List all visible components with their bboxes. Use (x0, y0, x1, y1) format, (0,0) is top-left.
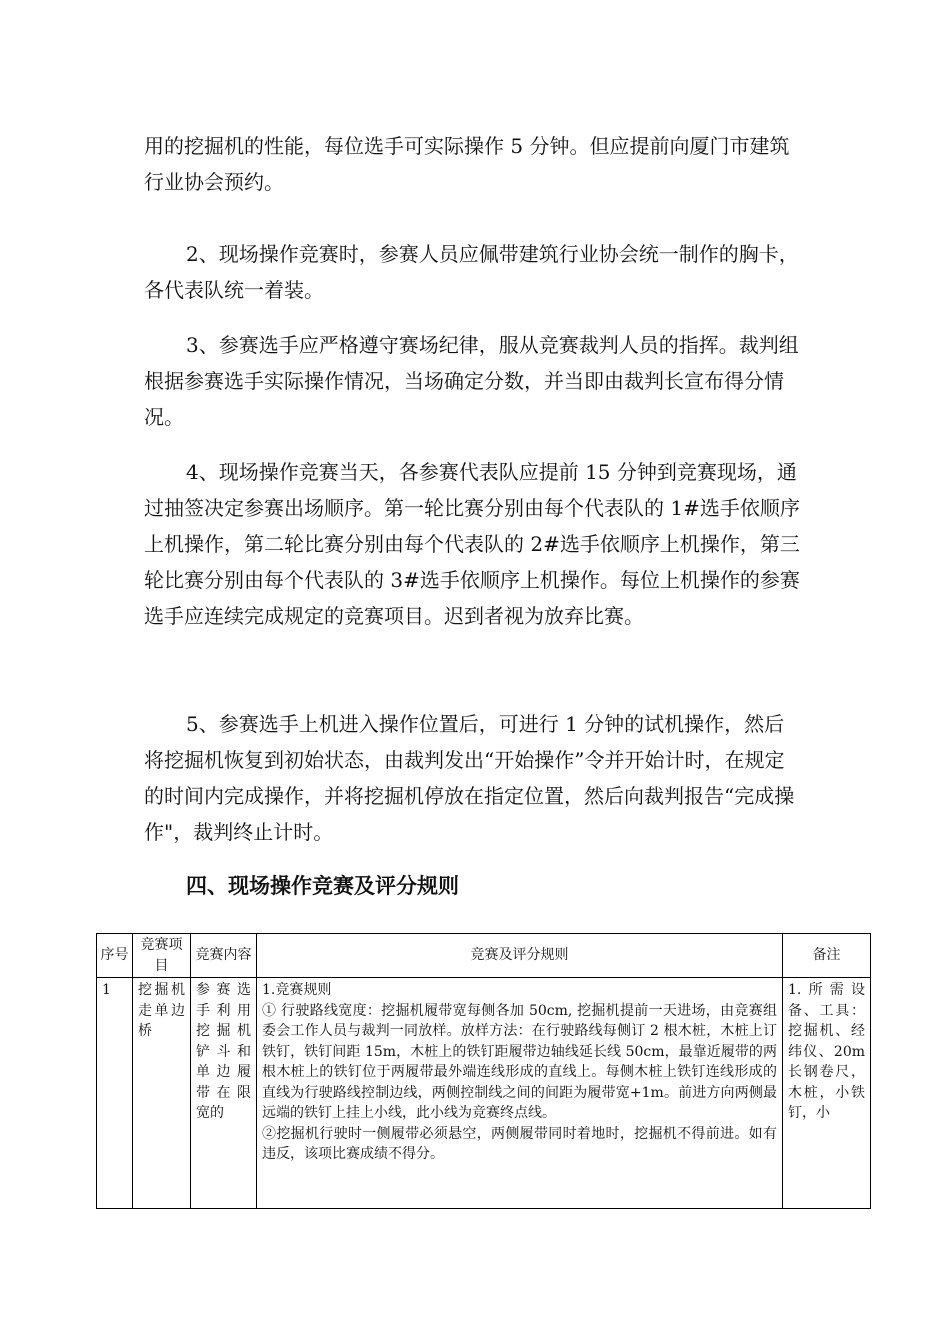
cell-content-text: 参赛选手利用挖掘机铲斗和单边履带在限宽的 (196, 982, 251, 1121)
rules-clause-2: ②挖掘机行驶时一侧履带必须悬空，两侧履带同时着地时，挖掘机不得前进。如有违反，该项比赛成绩不得分。 (262, 1125, 777, 1162)
paragraph-item-5: 5、参赛选手上机进入操作位置后，可进行 1 分钟的试机操作，然后将挖掘机恢复到初始状态，由裁判发出“开始操作”令并开始计时，在规定的时间内完成操作，并将挖掘机停放在指定位置，然后向裁判报告“完成操作"，裁判终止计时。 (144, 712, 795, 844)
cell-notes-text: 1.所需设备、工具：挖掘机、经纬仪、20m 长钢卷尺，木桩，小铁钉，小 (788, 982, 865, 1121)
table-header-row (97, 934, 871, 978)
cell-rules (257, 978, 783, 1209)
cell-no (97, 978, 133, 1209)
cell-no-text: 1 (102, 982, 111, 998)
cell-item (133, 978, 191, 1209)
cell-item-text: 挖掘机走单边桥 (138, 982, 185, 1039)
paragraph-item-3: 3、参赛选手应严格遵守赛场纪律，服从竞赛裁判人员的指挥。裁判组根据参赛选手实际操作情况，当场确定分数，并当即由裁判长宣布得分情况。 (144, 333, 799, 429)
rules-title: 1.竞赛规则 (262, 982, 332, 998)
paragraph-item-4: 4、现场操作竞赛当天，各参赛代表队应提前 15 分钟到竞赛现场，通过抽签决定参赛出场顺序。第一轮比赛分别由每个代表队的 1#选手依顺序上机操作，第二轮比赛分别由每个代表队的 2#选手依顺序上机操作，第三轮比赛分别由每个代表队的 3#选手依顺序上机操作。每位上机操作的参赛选手应连续完成规定的竞赛项目。迟到者视为放弃比赛。 (144, 460, 800, 628)
rules-clause-1: ① 行驶路线宽度：挖掘机履带宽每侧各加 50cm, 挖掘机提前一天进场，由竞赛组委会工作人员与裁判一同放样。放样方法：在行驶路线每侧订 2 根木桩，木桩上订铁钉，铁钉间距 15m，木桩上的铁钉距履带边轴线延长线 50cm，最靠近履带的两根木桩上的铁钉位于两履带最外端连线形成的直线上。每侧木桩上铁钉连线形成的直线为行驶路线控制边线，两侧控制线之间的间距为履带宽+1m。前进方向两侧最远端的铁钉上挂上小线，此小线为竞赛终点线。 (262, 1002, 777, 1121)
cell-content (191, 978, 257, 1209)
header-notes: 备注 (783, 934, 871, 978)
table-row (97, 978, 871, 1209)
cell-notes (783, 978, 871, 1209)
header-item: 竞赛项目 (133, 934, 191, 978)
paragraph-continued: 用的挖掘机的性能，每位选手可实际操作 5 分钟。但应提前向厦门市建筑行业协会预约。 (144, 134, 790, 194)
rules-table (96, 933, 871, 1209)
header-content: 竞赛内容 (191, 934, 257, 978)
header-no: 序号 (97, 934, 133, 978)
section-heading: 四、现场操作竞赛及评分规则 (186, 873, 459, 898)
header-rules: 竞赛及评分规则 (257, 934, 783, 978)
paragraph-item-2: 2、现场操作竞赛时，参赛人员应佩带建筑行业协会统一制作的胸卡，各代表队统一着装。 (144, 242, 799, 302)
